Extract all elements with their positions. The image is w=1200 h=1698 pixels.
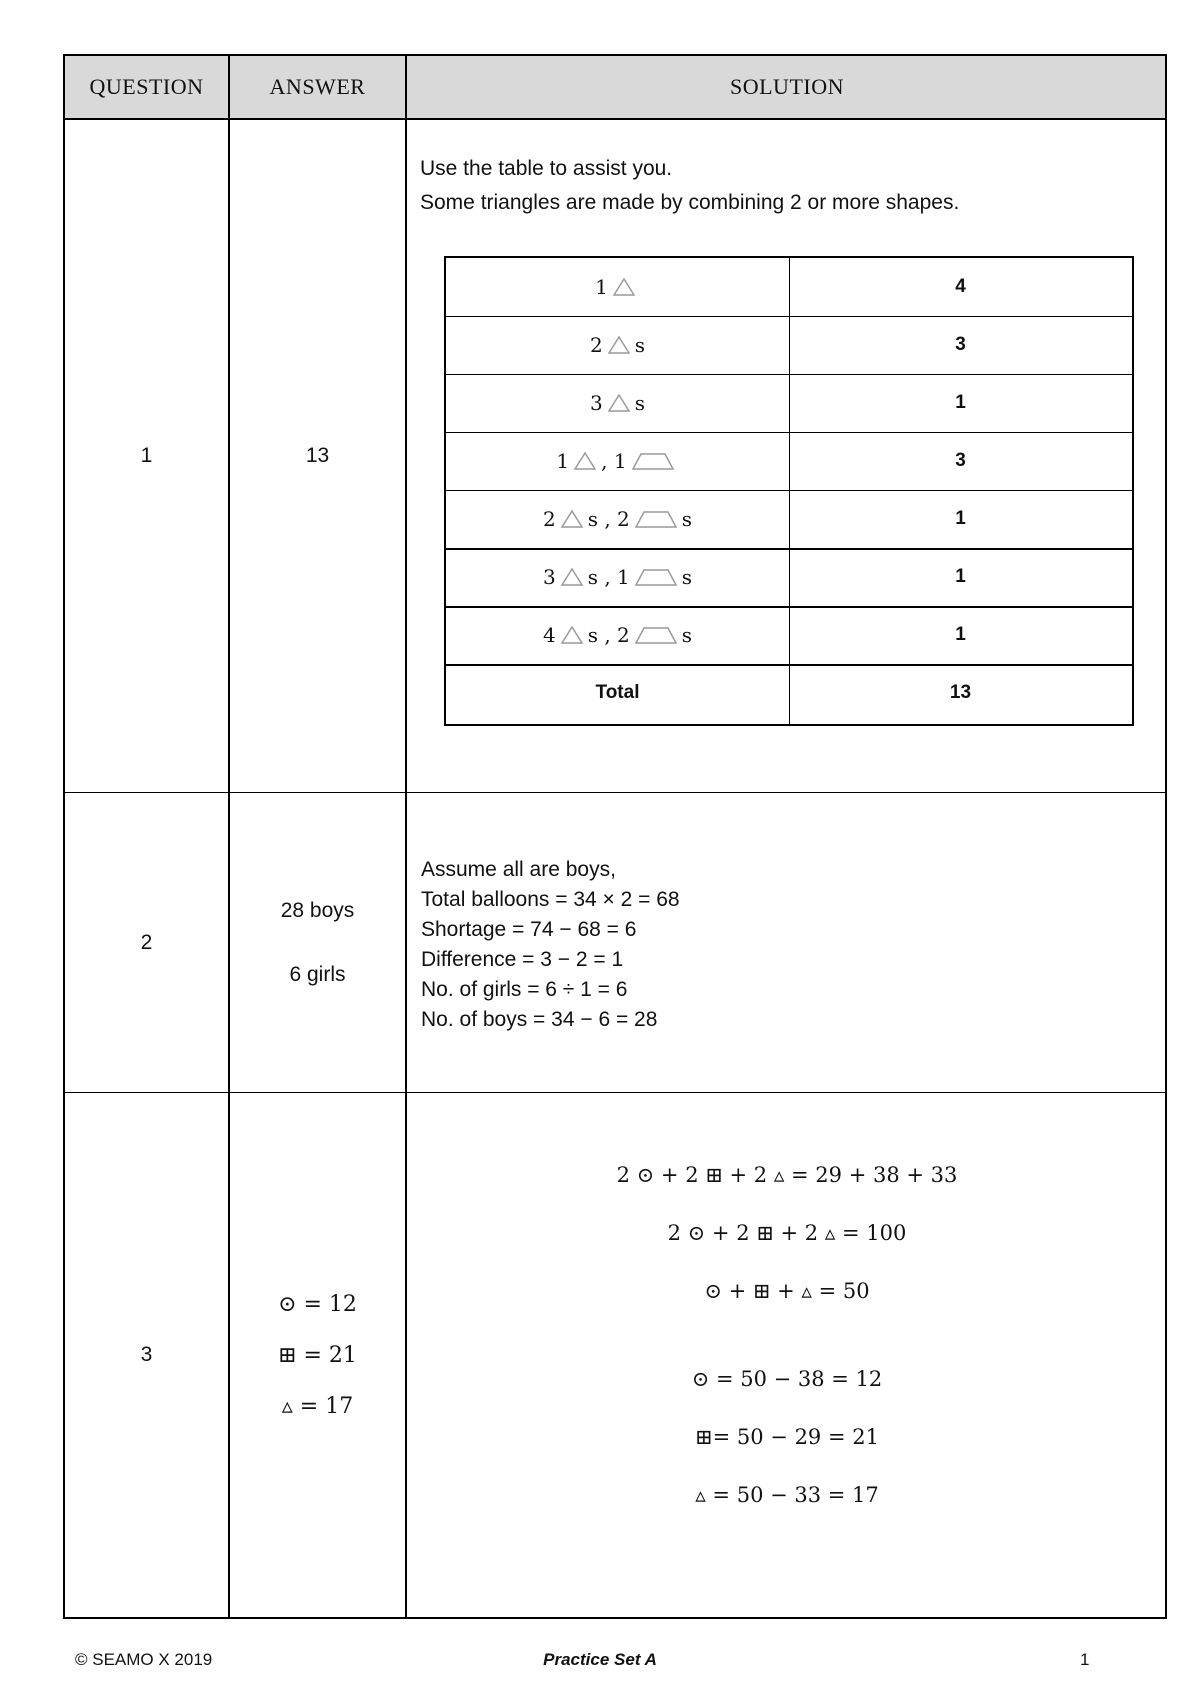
table-row-total [446, 664, 1132, 722]
trapezoid-icon [631, 451, 675, 471]
q3-answer [230, 1093, 405, 1617]
solution-line: Assume all are boys, [421, 858, 616, 881]
row-label: 2 s [590, 333, 645, 357]
table-row [446, 606, 1132, 664]
q2-answer [230, 793, 405, 1092]
footer-copyright: © SEAMO X 2019 [75, 1650, 213, 1669]
q2-solution [407, 793, 1167, 1092]
q1-answer: 13 [305, 444, 330, 467]
row-count: 1 [955, 392, 966, 413]
row-label: 3 s [590, 391, 645, 415]
row-label: Total [595, 682, 640, 703]
solution-line: Shortage = 74 − 68 = 6 [421, 918, 637, 941]
solution-line: 2 ⊙ + 2 ⊞ + 2 ▵ = 29 + 38 + 33 [616, 1163, 958, 1187]
row-count: 1 [955, 566, 966, 587]
triangle-icon [560, 625, 584, 645]
solution-line: 2 ⊙ + 2 ⊞ + 2 ▵ = 100 [667, 1221, 907, 1245]
row-count: 1 [955, 624, 966, 645]
table-row [446, 432, 1132, 490]
triangle-icon [607, 393, 631, 413]
triangle-icon [612, 277, 636, 297]
row-count: 13 [949, 682, 972, 703]
triangle-icon [560, 509, 584, 529]
triangle-icon [573, 451, 597, 471]
answer-key-table [63, 54, 1167, 1619]
trapezoid-icon [634, 509, 678, 529]
q2-number: 2 [140, 930, 153, 954]
row-label: 4 s , 2 s [542, 623, 693, 647]
solution-line: No. of boys = 34 − 6 = 28 [421, 1008, 658, 1031]
solution-line: Difference = 3 − 2 = 1 [421, 948, 624, 971]
q1-number: 1 [140, 444, 153, 467]
row-label: 3 s , 1 s [542, 565, 693, 589]
row-label: 2 s , 2 s [542, 507, 693, 531]
solution-line: ⊞= 50 − 29 = 21 [695, 1425, 879, 1449]
solution-line: ▵ = 50 − 33 = 17 [695, 1483, 879, 1507]
row-count: 1 [955, 508, 966, 529]
q2-answer-boys: 28 boys [280, 898, 355, 922]
solution-line: ⊙ + ⊞ + ▵ = 50 [704, 1279, 870, 1303]
table-row [446, 374, 1132, 432]
header-answer: ANSWER [269, 74, 366, 99]
header-question: QUESTION [89, 74, 204, 99]
header-solution: SOLUTION [730, 74, 844, 99]
q1-intro-line: Some triangles are made by combining 2 or more shapes. [420, 191, 960, 214]
q1-intro [420, 152, 959, 220]
q3-number: 3 [140, 1343, 153, 1366]
q3-answer-circle: ⊙ = 12 [278, 1291, 357, 1317]
triangle-icon [560, 567, 584, 587]
solution-line: ⊙ = 50 − 38 = 12 [691, 1367, 883, 1391]
solution-line: Total balloons = 34 × 2 = 68 [421, 888, 680, 911]
q2-answer-girls: 6 girls [289, 962, 346, 986]
q3-answer-square: ⊞ = 21 [278, 1342, 357, 1368]
table-row [446, 316, 1132, 374]
q1-intro-line: Use the table to assist you. [420, 157, 673, 180]
q3-answer-triangle: ▵ = 17 [281, 1393, 354, 1419]
table-row [446, 548, 1132, 606]
row-count: 4 [955, 276, 966, 297]
row-label: 1 , 1 [446, 432, 789, 490]
triangle-icon [607, 335, 631, 355]
footer-page-number: 1 [1080, 1650, 1090, 1669]
table-row [446, 490, 1132, 548]
row-label: 1 [446, 258, 789, 316]
table-row [446, 258, 1132, 316]
trapezoid-icon [634, 567, 678, 587]
solution-line: No. of girls = 6 ÷ 1 = 6 [421, 978, 628, 1001]
q3-solution [407, 1093, 1167, 1617]
q1-solution [407, 120, 1167, 792]
q2-solution-lines [421, 855, 680, 1035]
row-count: 3 [955, 450, 966, 471]
footer-set-name: Practice Set A [543, 1650, 657, 1669]
trapezoid-icon [634, 625, 678, 645]
q1-count-table [444, 256, 1134, 726]
row-count: 3 [955, 334, 966, 355]
